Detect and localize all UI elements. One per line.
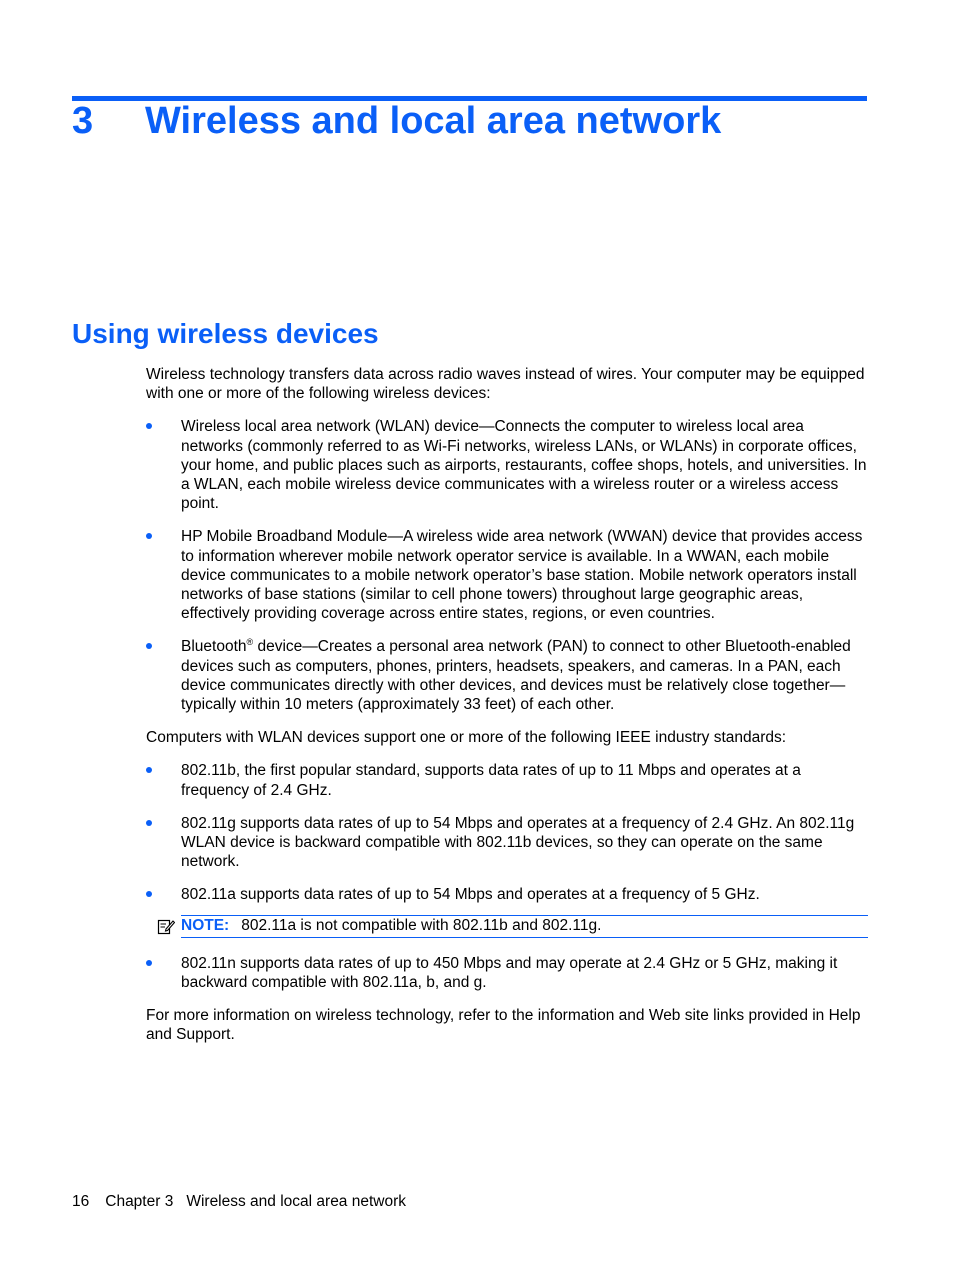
page-number: 16: [72, 1193, 90, 1210]
list-item: [146, 761, 868, 799]
list-item: [146, 417, 868, 513]
bullet-icon: [146, 423, 152, 429]
registered-mark: ®: [246, 637, 254, 648]
intro-paragraph: Wireless technology transfers data across radio waves instead of wires. Your computer may be equipped with one or more of the following wireless devices:: [146, 366, 865, 403]
list-item-text: 802.11g supports data rates of up to 54 Mbps and operates at a frequency of 2.4 GHz. An 802.11g WLAN device is backward compatible with 802.11b devices, so they can operate on the same network.: [181, 814, 855, 871]
bullet-icon: [146, 891, 152, 897]
chapter-title: Wireless and local area network: [145, 100, 722, 142]
footer-chapter: Chapter 3: [105, 1193, 174, 1210]
list-item-text: device—Creates a personal area network (PAN) to connect to other Bluetooth-enabled devices such as computers, phones, printers, headsets, speakers, and cameras. In a PAN, each device communicates directly with other devices, and devices must be relatively close together—typically within 10 meters (approximately 33 feet) of each other.: [181, 638, 851, 714]
page-footer: [72, 1193, 406, 1211]
list-item: [146, 527, 868, 623]
standards-list: [146, 761, 868, 904]
list-item-text: 802.11n supports data rates of up to 450 Mbps and may operate at 2.4 GHz or 5 GHz, making it backward compatible with 802.11a, b, and g.: [181, 954, 838, 991]
list-item: [146, 637, 868, 714]
device-list: [146, 417, 868, 714]
chapter-heading: [72, 100, 721, 143]
list-item-text: 802.11a supports data rates of up to 54 Mbps and operates at a frequency of 5 GHz.: [181, 886, 760, 904]
standards-list-continued: [146, 954, 868, 992]
bullet-icon: [146, 820, 152, 826]
list-item-prefix: Bluetooth: [181, 638, 247, 656]
note-label: NOTE:: [181, 916, 230, 934]
bullet-icon: [146, 643, 152, 649]
chapter-number: 3: [72, 100, 94, 142]
section-title: Using wireless devices: [72, 318, 379, 349]
list-item: [146, 954, 868, 992]
bullet-icon: [146, 767, 152, 773]
list-item-text: 802.11b, the first popular standard, supports data rates of up to 11 Mbps and operates at a frequency of 2.4 GHz.: [181, 762, 801, 799]
page-body: [146, 365, 868, 1058]
list-item-text: HP Mobile Broadband Module—A wireless wide area network (WWAN) device that provides access to information wherever mobile network operator service is available. In a WWAN, each mobile device communicates to a mobile network operator’s base station. Mobile network operators install networks of base stations (similar to cell phone towers) throughout large geographic areas, effectively providing coverage across entire states, regions, or even countries.: [181, 528, 863, 623]
bullet-icon: [146, 960, 152, 966]
note-box: [181, 915, 868, 938]
bullet-icon: [146, 533, 152, 539]
footer-title: Wireless and local area network: [186, 1193, 407, 1210]
list-item-text: Wireless local area network (WLAN) device—Connects the computer to wireless local area networks (commonly referred to as Wi-Fi networks, wireless LANs, or WLANs) in corporate offices, your home, and public places such as airports, restaurants, coffee shops, hotels, and universities. In a WLAN, each mobile wireless device communicates with a wireless router or a wireless access point.: [181, 418, 867, 513]
list-item: [146, 885, 868, 904]
standards-intro: Computers with WLAN devices support one or more of the following IEEE industry standards:: [146, 729, 787, 747]
note-text: 802.11a is not compatible with 802.11b and 802.11g.: [241, 916, 602, 934]
note-pencil-icon: [157, 917, 175, 935]
list-item: [146, 814, 868, 872]
closing-paragraph: For more information on wireless technology, refer to the information and Web site links provided in Help and Support.: [146, 1007, 861, 1044]
